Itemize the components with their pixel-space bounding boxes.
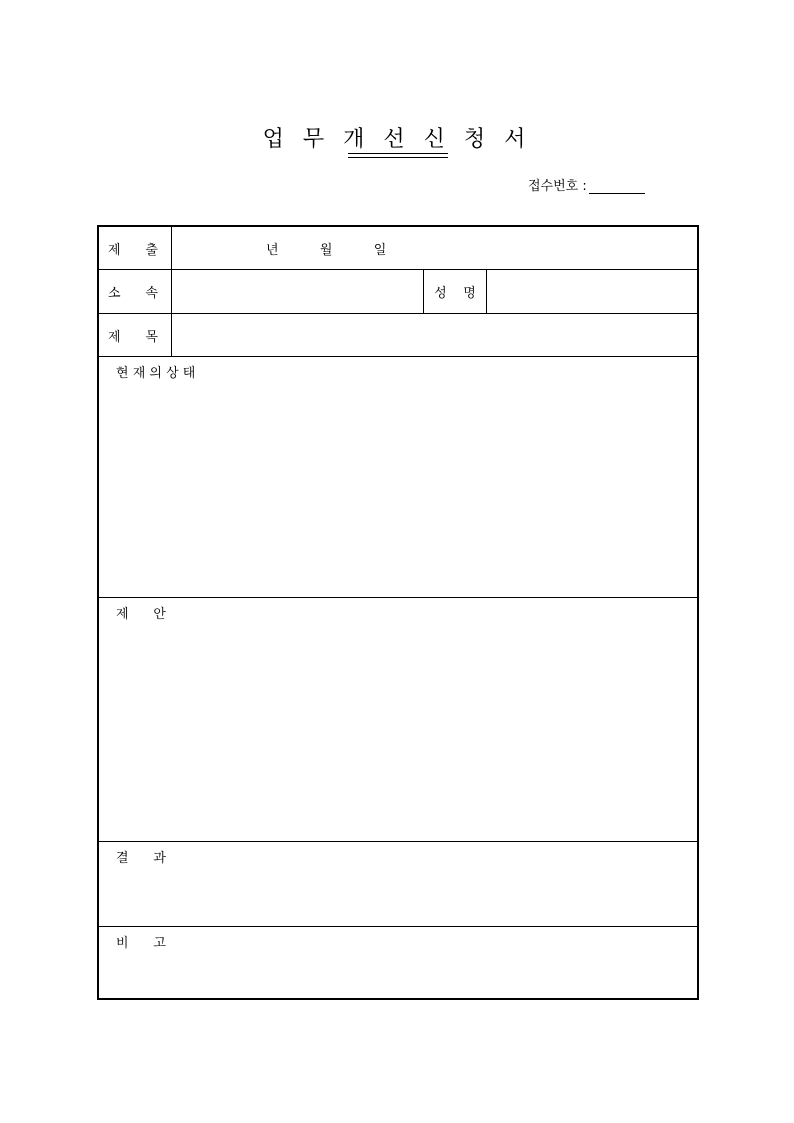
proposal-label: 제 안 xyxy=(116,607,166,622)
subject-label: 제 목 xyxy=(99,314,172,356)
remarks-label: 비 고 xyxy=(116,936,166,951)
submit-label: 제 출 xyxy=(99,227,172,269)
subject-field[interactable] xyxy=(172,314,697,356)
name-label: 성 명 xyxy=(424,270,487,313)
proposal-section[interactable] xyxy=(99,598,697,842)
dept-field[interactable] xyxy=(172,270,424,313)
application-form xyxy=(97,225,699,1000)
form-title: 업 무 개 선 신 청 서 xyxy=(262,127,532,152)
submit-row xyxy=(99,227,697,270)
current-state-section[interactable] xyxy=(99,357,697,598)
submit-date-field[interactable] xyxy=(172,227,697,269)
receipt-number-label: 접수번호 : xyxy=(528,179,587,194)
submit-date-text: 년 월 일 xyxy=(266,243,387,258)
name-field[interactable] xyxy=(487,270,697,313)
subject-row xyxy=(99,314,697,357)
receipt-number-field[interactable] xyxy=(589,179,645,194)
current-state-label: 현 재 의 상 태 xyxy=(116,366,196,381)
receipt-number xyxy=(528,175,645,194)
dept-label: 소 속 xyxy=(99,270,172,313)
result-section[interactable] xyxy=(99,842,697,927)
title-double-underline xyxy=(348,153,448,158)
dept-row xyxy=(99,270,697,314)
remarks-section[interactable] xyxy=(99,927,697,998)
result-label: 결 과 xyxy=(116,851,166,866)
